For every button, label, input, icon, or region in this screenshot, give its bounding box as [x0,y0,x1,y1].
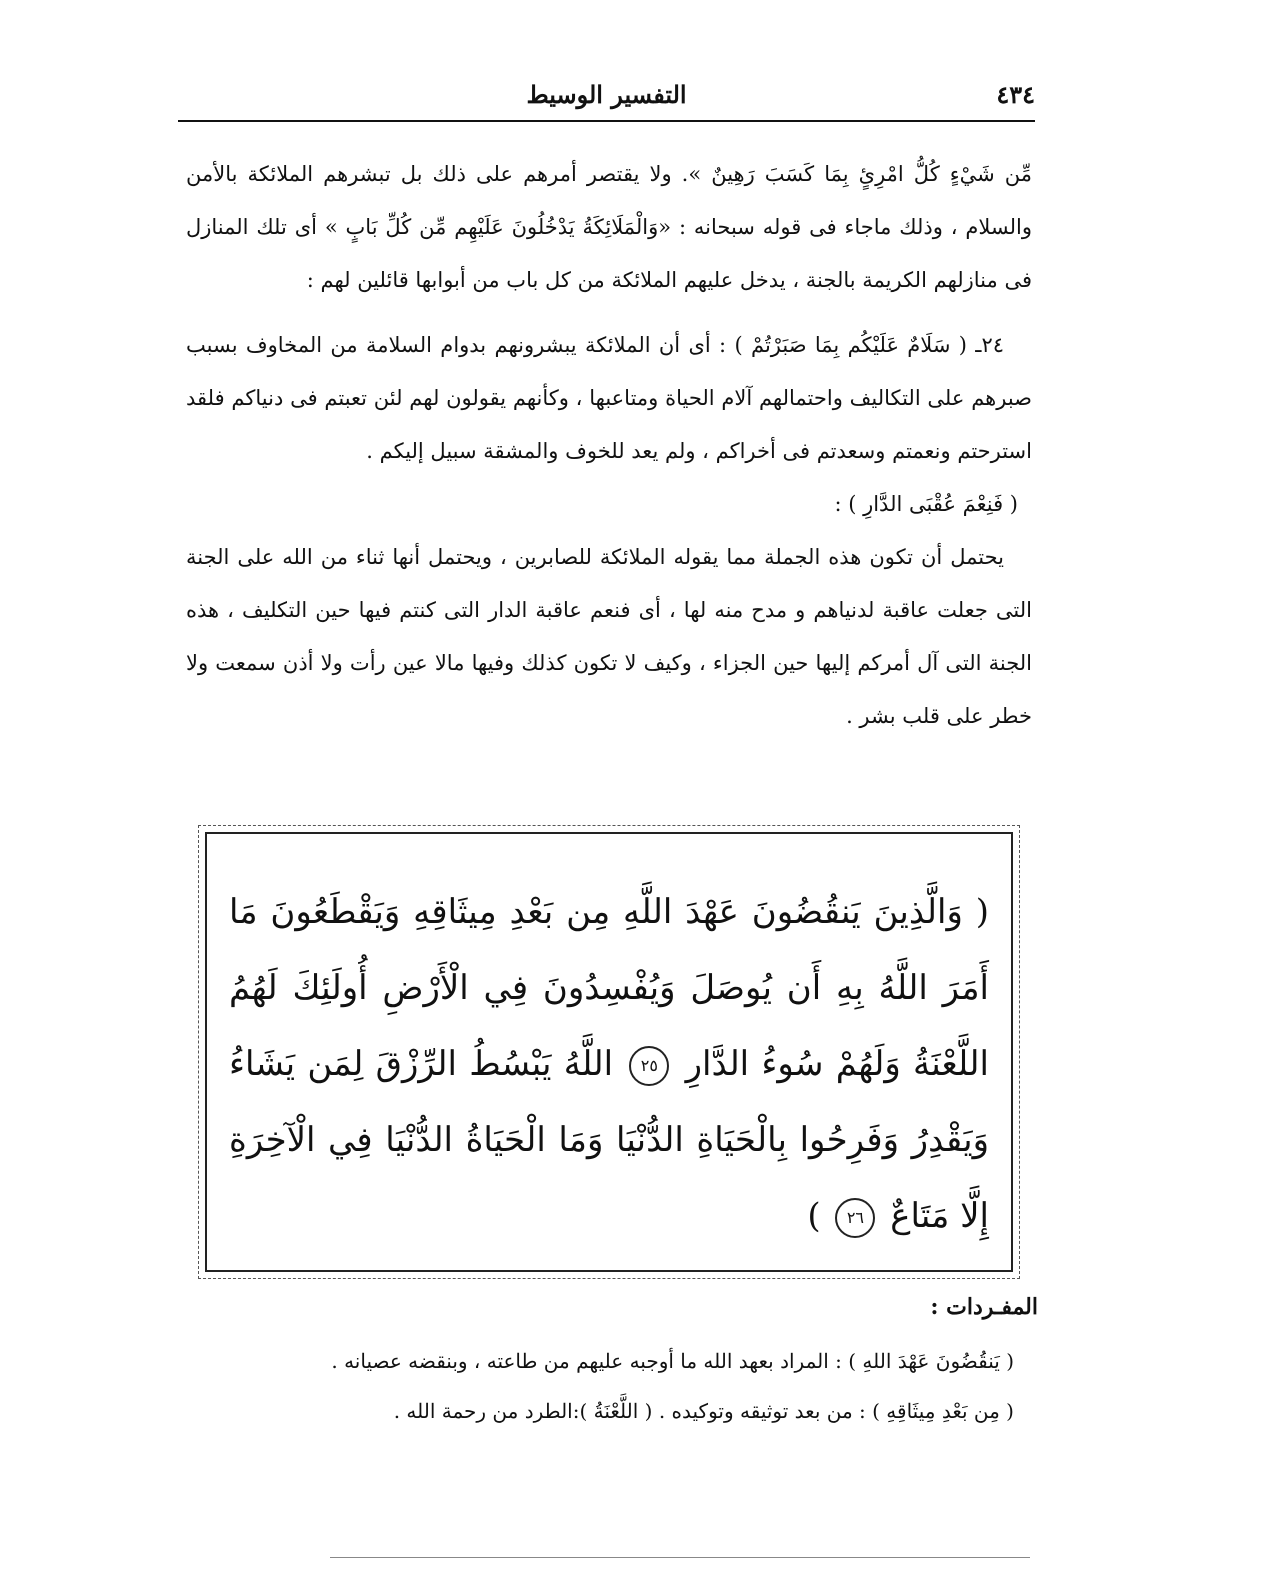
header-divider [178,120,1035,122]
verse-part: ( وَالَّذِينَ يَنقُضُونَ عَهْدَ اللَّهِ مِن بَعْدِ مِيثَاقِهِ وَيَقْطَعُونَ مَا أَمَرَ اللَّهُ بِهِ أَن يُوصَلَ وَيُفْسِدُونَ فِي الْأَرْضِ أُولَئِكَ لَهُمُ اللَّعْنَةُ وَلَهُمْ سُوءُ الدَّارِ [229,892,989,1084]
verse-number-marker: ٢٦ [835,1198,875,1238]
commentary-text [186,148,1032,743]
verse-text [229,874,989,1250]
paragraph: يحتمل أن تكون هذه الجملة مما يقوله الملائكة للصابرين ، ويحتمل أنها ثناء من الله على الجنة التى جعلت عاقبة لدنياهم و مدح منه لها ، أى فنعم عاقبة الدار التى كنتم فيها حين التكليف ، هذه الجنة التى آل أمركم إليها حين الجزاء ، وكيف لا تكون كذلك وفيها مالا عين رأت ولا أذن سمعت ولا خطر على قلب بشر . [186,545,1032,728]
vocabulary-list [186,1336,1014,1436]
vocabulary-item: ( مِن بَعْدِ مِيثَاقِهِ ) : من بعد توثيقه وتوكيده . ( اللَّعْنَةُ ):الطرد من رحمة الله . [393,1399,1014,1423]
vocabulary-heading: المفـردات : [930,1294,1038,1320]
page-number: ٤٣٤ [996,80,1035,109]
verse-number-marker: ٢٥ [629,1046,669,1086]
verse-closing-bracket: ) [807,1196,821,1236]
paragraph: ٢٤ـ ( سَلَامٌ عَلَيْكُم بِمَا صَبَرْتُمْ ) : أى أن الملائكة يبشرونهم بدوام السلامة من المخاوف بسبب صبرهم على التكاليف واحتمالهم آلام الحياة ومتاعبها ، وكأنهم يقولون لهم لئن تعبتم فى دنياكم فلقد استرحتم ونعمتم وسعدتم فى أخراكم ، ولم يعد للخوف والمشقة سبيل إليكم . [186,333,1032,463]
footer-divider [330,1557,1030,1558]
quran-verse-box [205,832,1013,1272]
vocabulary-item: ( يَنقُضُونَ عَهْدَ اللهِ ) : المراد بعهد الله ما أوجبه عليهم من طاعته ، وبنقضه عصيانه . [331,1349,1014,1373]
paragraph: ( فَنِعْمَ عُقْبَى الدَّارِ ) : [834,492,1018,516]
verse-part: اللَّهُ يَبْسُطُ الرِّزْقَ لِمَن يَشَاءُ وَيَقْدِرُ وَفَرِحُوا بِالْحَيَاةِ الدُّنْيَا وَمَا الْحَيَاةُ الدُّنْيَا فِي الْآخِرَةِ إِلَّا مَتَاعٌ [229,1044,989,1236]
paragraph: مِّن شَيْءٍ كُلُّ امْرِئٍ بِمَا كَسَبَ رَهِينٌ ». ولا يقتصر أمرهم على ذلك بل تبشرهم الملائكة بالأمن والسلام ، وذلك ماجاء فى قوله سبحانه : «وَالْمَلَائِكَةُ يَدْخُلُونَ عَلَيْهِم مِّن كُلِّ بَابٍ » أى تلك المنازل فى منازلهم الكريمة بالجنة ، يدخل عليهم الملائكة من كل باب من أبوابها قائلين لهم : [186,162,1032,292]
page-header [178,70,1035,118]
running-title: التفسير الوسيط [526,80,687,109]
